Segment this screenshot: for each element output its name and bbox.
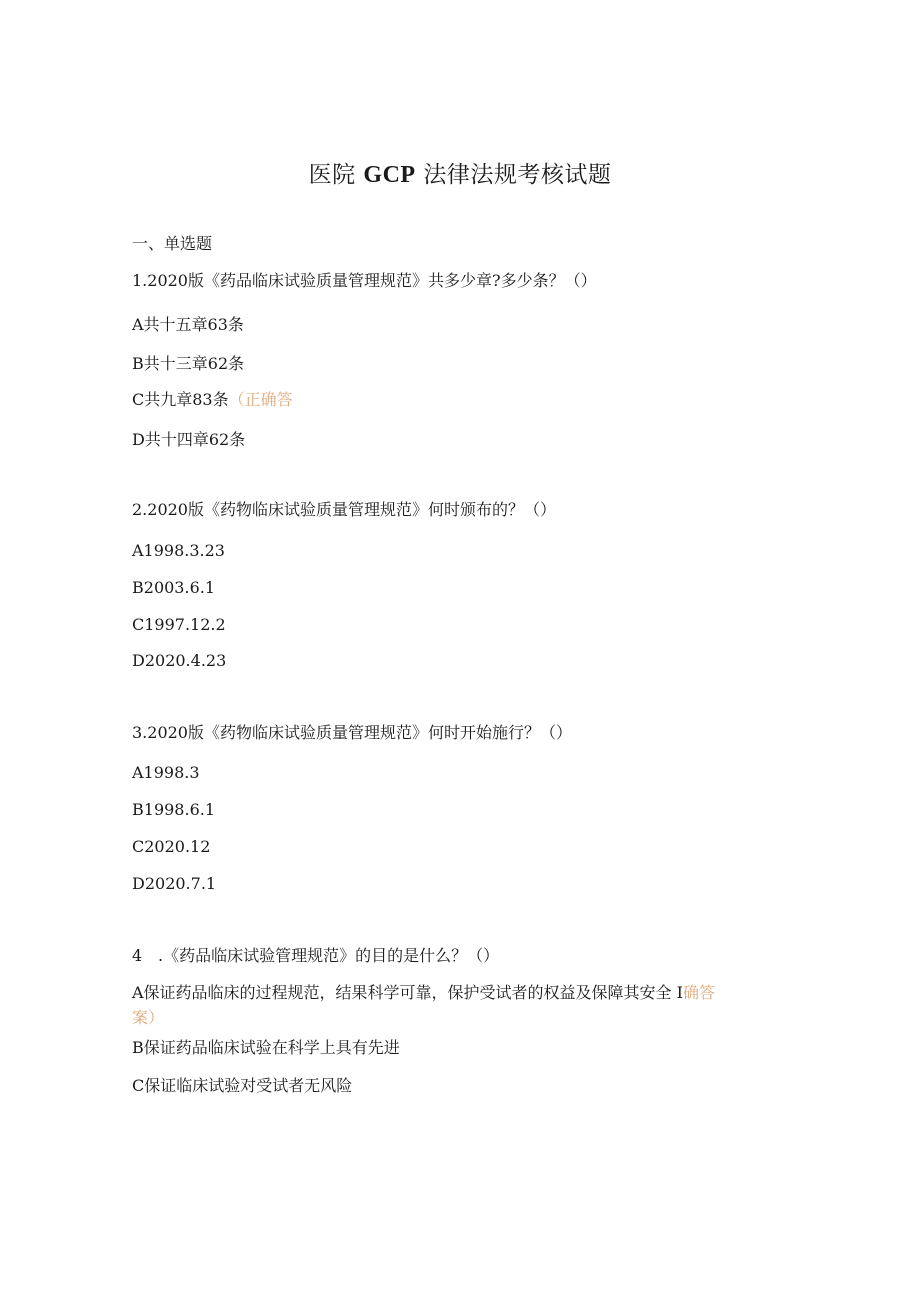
question-4-number: 4	[132, 946, 143, 965]
title-suffix: 法律法规考核试题	[423, 162, 612, 188]
question-1-option-b: B共十三章62条	[132, 354, 245, 373]
section-heading: 一、单选题	[132, 234, 213, 253]
title-gcp: GCP	[363, 162, 416, 188]
question-3-option-d: D2020.7.1	[132, 874, 217, 893]
question-4-option-a	[132, 980, 715, 1003]
question-4-text: .《药品临床试验管理规范》的目的是什么？（）	[158, 946, 500, 965]
question-2-option-b: B2003.6.1	[132, 578, 216, 597]
question-3-option-c: C2020.12	[132, 837, 211, 856]
question-2-option-a: A1998.3.23	[132, 541, 225, 560]
page-title	[0, 156, 920, 189]
title-prefix: 医院	[308, 162, 356, 188]
question-4-option-a-mark: I	[676, 983, 683, 1002]
question-1-option-d: D共十四章62条	[132, 430, 246, 449]
question-2-option-d: D2020.4.23	[132, 651, 227, 670]
question-3-option-a: A1998.3	[132, 763, 200, 782]
question-2-option-c: C1997.12.2	[132, 615, 226, 634]
question-1-option-c	[132, 387, 293, 410]
question-4-stem	[132, 943, 499, 966]
question-2-stem: 2.2020版《药物临床试验质量管理规范》何时颁布的？（）	[132, 500, 556, 519]
question-1-stem: 1.2020版《药品临床试验质量管理规范》共多少章?多少条？（）	[132, 271, 597, 290]
question-1-option-a: A共十五章63条	[132, 315, 244, 334]
answer-note-part2: 案）	[132, 1008, 165, 1027]
question-1-option-c-text: C共九章83条	[132, 390, 229, 409]
answer-note-part1: 确答	[682, 983, 715, 1002]
question-4-option-c: C保证临床试验对受试者无风险	[132, 1076, 353, 1095]
question-4-option-b: B保证药品临床试验在科学上具有先进	[132, 1038, 400, 1057]
question-3-option-b: B1998.6.1	[132, 800, 216, 819]
question-3-stem: 3.2020版《药物临床试验质量管理规范》何时开始施行？（）	[132, 723, 572, 742]
answer-note: （正确答	[228, 390, 293, 409]
question-4-option-a-text: A保证药品临床的过程规范，结果科学可靠，保护受试者的权益及保障其安全	[132, 983, 672, 1002]
